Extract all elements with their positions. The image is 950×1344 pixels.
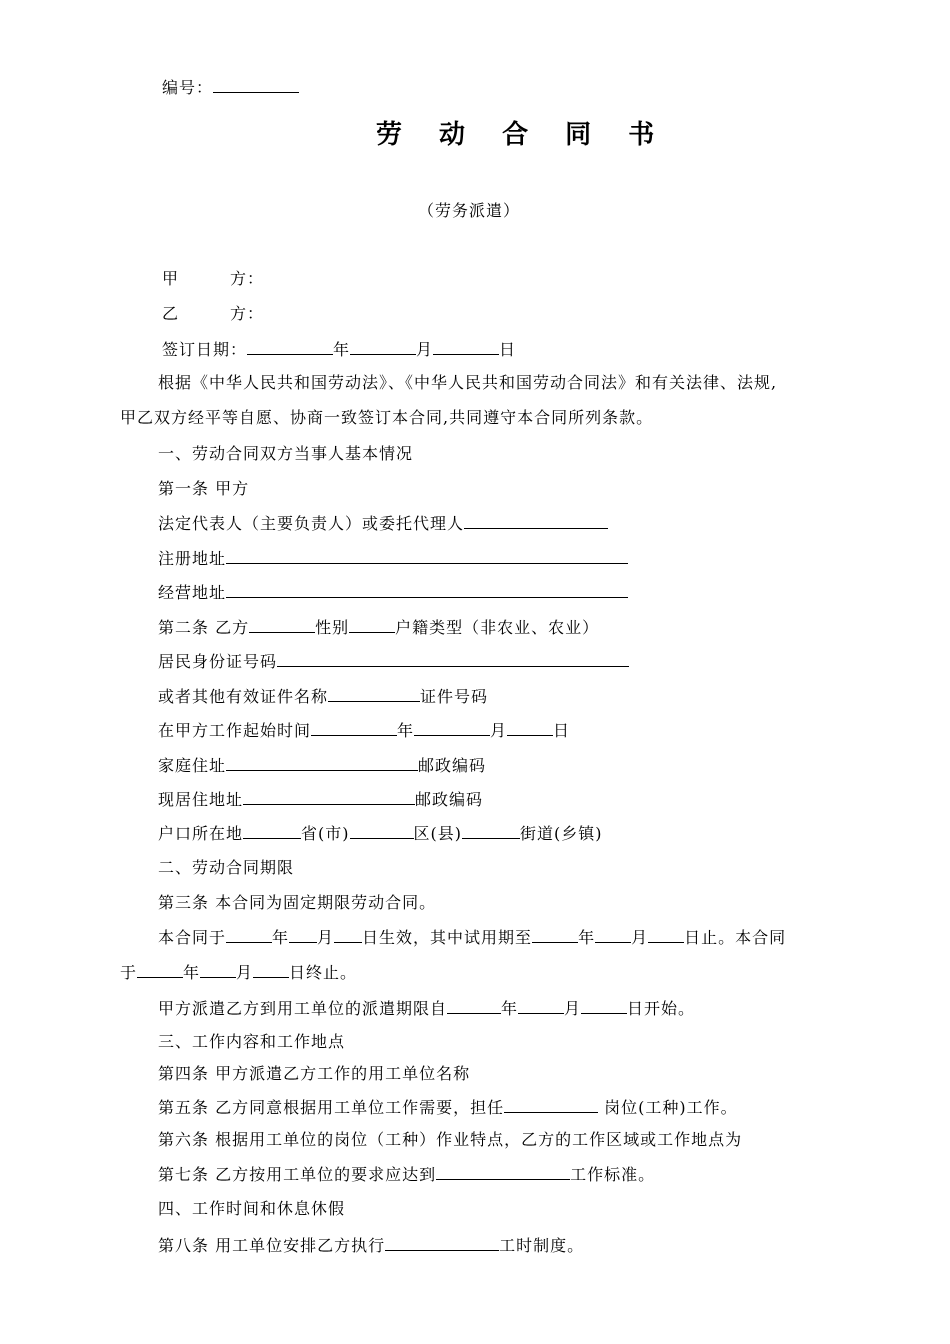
sign-date-label: 签订日期： bbox=[162, 340, 248, 359]
section-3-heading: 三、工作内容和工作地点 bbox=[158, 1032, 346, 1051]
biz-address-label: 经营地址 bbox=[158, 583, 227, 602]
id-number-line bbox=[158, 650, 629, 673]
month-text: 月 bbox=[490, 721, 508, 740]
article-5-line bbox=[158, 1096, 738, 1119]
year-text: 年 bbox=[578, 928, 596, 947]
article-3: 第三条 本合同为固定期限劳动合同。 bbox=[158, 893, 437, 912]
home-address-line bbox=[158, 754, 486, 777]
other-id-line bbox=[158, 685, 488, 708]
article-6: 第六条 根据用工单位的岗位（工种）作业特点，乙方的工作区域或工作地点为 bbox=[158, 1130, 743, 1149]
month-text: 月 bbox=[317, 928, 335, 947]
dispatch-month-blank[interactable] bbox=[518, 997, 564, 1014]
term-text: 本合同于 bbox=[158, 928, 227, 947]
street-blank[interactable] bbox=[462, 822, 520, 839]
current-address-blank[interactable] bbox=[243, 788, 415, 805]
hukou-place-label: 户口所在地 bbox=[158, 824, 244, 843]
year-text: 年 bbox=[333, 340, 351, 359]
effective-month-blank[interactable] bbox=[289, 926, 317, 943]
current-zip-label: 邮政编码 bbox=[415, 790, 484, 809]
term-text: 日生效，其中试用期至 bbox=[362, 928, 533, 947]
article-2-line bbox=[158, 616, 599, 639]
gender-blank[interactable] bbox=[349, 616, 395, 633]
reg-address-label: 注册地址 bbox=[158, 549, 227, 568]
party-a-label: 甲 方： bbox=[162, 269, 265, 288]
start-year-blank[interactable] bbox=[311, 719, 397, 736]
article-8-tail: 工时制度。 bbox=[499, 1236, 585, 1255]
article-7-label: 第七条 乙方按用工单位的要求应达到 bbox=[158, 1165, 437, 1184]
home-address-label: 家庭住址 bbox=[158, 756, 227, 775]
section-1-heading: 一、劳动合同双方当事人基本情况 bbox=[158, 444, 414, 463]
legal-rep-label: 法定代表人（主要负责人）或委托代理人 bbox=[158, 514, 465, 533]
month-text: 月 bbox=[416, 340, 434, 359]
other-id-label: 或者其他有效证件名称 bbox=[158, 687, 329, 706]
legal-rep-line bbox=[158, 512, 608, 535]
end-month-blank[interactable] bbox=[200, 961, 236, 978]
start-month-blank[interactable] bbox=[414, 719, 490, 736]
day-text: 日 bbox=[553, 721, 571, 740]
term-text: 于 bbox=[120, 963, 138, 982]
district-text: 区(县) bbox=[413, 824, 463, 843]
effective-day-blank[interactable] bbox=[334, 926, 362, 943]
position-blank[interactable] bbox=[504, 1096, 598, 1113]
article-4: 第四条 甲方派遣乙方工作的用工单位名称 bbox=[158, 1064, 471, 1083]
preamble-line-2: 甲乙双方经平等自愿、协商一致签订本合同,共同遵守本合同所列条款。 bbox=[120, 408, 654, 427]
serial-number-label: 编号： bbox=[162, 78, 214, 97]
preamble-line-1: 根据《中华人民共和国劳动法》、《中华人民共和国劳动合同法》和有关法律、法规, bbox=[158, 373, 778, 392]
hukou-place-line bbox=[158, 822, 603, 845]
article-7-line bbox=[158, 1163, 655, 1186]
current-address-line bbox=[158, 788, 483, 811]
year-text: 年 bbox=[183, 963, 201, 982]
month-text: 月 bbox=[631, 928, 649, 947]
article-5-tail: 岗位(工种)工作。 bbox=[598, 1098, 738, 1117]
article-1: 第一条 甲方 bbox=[158, 479, 250, 498]
sign-day-blank[interactable] bbox=[433, 338, 499, 355]
article-5-label: 第五条 乙方同意根据用工单位工作需要，担任 bbox=[158, 1098, 505, 1117]
street-text: 街道(乡镇) bbox=[520, 824, 603, 843]
hukou-type-label: 户籍类型（非农业、农业） bbox=[395, 618, 600, 637]
end-day-blank[interactable] bbox=[253, 961, 289, 978]
article-8-label: 第八条 用工单位安排乙方执行 bbox=[158, 1236, 386, 1255]
biz-address-blank[interactable] bbox=[226, 581, 628, 598]
serial-number-line bbox=[162, 76, 299, 99]
day-text: 日 bbox=[499, 340, 517, 359]
term-line-1 bbox=[158, 926, 786, 949]
start-time-line bbox=[158, 719, 570, 742]
reg-address-blank[interactable] bbox=[226, 547, 628, 564]
home-address-blank[interactable] bbox=[226, 754, 418, 771]
other-id-number-label: 证件号码 bbox=[420, 687, 489, 706]
work-standard-blank[interactable] bbox=[436, 1163, 570, 1180]
probation-day-blank[interactable] bbox=[648, 926, 684, 943]
id-number-label: 居民身份证号码 bbox=[158, 652, 278, 671]
start-time-label: 在甲方工作起始时间 bbox=[158, 721, 312, 740]
article-2-label: 第二条 乙方 bbox=[158, 618, 250, 637]
other-id-blank[interactable] bbox=[328, 685, 420, 702]
party-b-name-blank[interactable] bbox=[249, 616, 315, 633]
province-text: 省(市) bbox=[301, 824, 350, 843]
sign-date-line bbox=[162, 338, 516, 361]
year-text: 年 bbox=[501, 999, 519, 1018]
province-blank[interactable] bbox=[243, 822, 301, 839]
term-line-2 bbox=[120, 961, 357, 984]
year-text: 年 bbox=[272, 928, 290, 947]
end-year-blank[interactable] bbox=[137, 961, 183, 978]
id-number-blank[interactable] bbox=[277, 650, 629, 667]
dispatch-term-label: 甲方派遣乙方到用工单位的派遣期限自 bbox=[158, 999, 448, 1018]
probation-year-blank[interactable] bbox=[532, 926, 578, 943]
dispatch-term-line bbox=[158, 997, 695, 1020]
month-text: 月 bbox=[236, 963, 254, 982]
sign-year-blank[interactable] bbox=[247, 338, 333, 355]
term-text: 日止。本合同 bbox=[684, 928, 787, 947]
document-subtitle: （劳务派遣） bbox=[418, 201, 521, 220]
dispatch-day-blank[interactable] bbox=[581, 997, 627, 1014]
current-address-label: 现居住地址 bbox=[158, 790, 244, 809]
section-2-heading: 二、劳动合同期限 bbox=[158, 858, 295, 877]
section-4-heading: 四、工作时间和休息休假 bbox=[158, 1199, 346, 1218]
reg-address-line bbox=[158, 547, 628, 570]
party-b-label: 乙 方： bbox=[162, 304, 265, 323]
document-title: 劳 动 合 同 书 bbox=[376, 120, 669, 150]
work-hours-system-blank[interactable] bbox=[385, 1234, 499, 1251]
effective-year-blank[interactable] bbox=[226, 926, 272, 943]
article-8-line bbox=[158, 1234, 584, 1257]
legal-rep-blank[interactable] bbox=[464, 512, 608, 529]
month-text: 月 bbox=[564, 999, 582, 1018]
serial-number-blank[interactable] bbox=[213, 76, 299, 93]
dispatch-year-blank[interactable] bbox=[447, 997, 501, 1014]
biz-address-line bbox=[158, 581, 628, 604]
day-text: 日开始。 bbox=[627, 999, 696, 1018]
home-zip-label: 邮政编码 bbox=[418, 756, 487, 775]
year-text: 年 bbox=[397, 721, 415, 740]
article-7-tail: 工作标准。 bbox=[570, 1165, 656, 1184]
district-blank[interactable] bbox=[350, 822, 414, 839]
start-day-blank[interactable] bbox=[507, 719, 553, 736]
probation-month-blank[interactable] bbox=[595, 926, 631, 943]
day-text: 日终止。 bbox=[289, 963, 358, 982]
gender-label: 性别 bbox=[315, 618, 350, 637]
sign-month-blank[interactable] bbox=[350, 338, 416, 355]
